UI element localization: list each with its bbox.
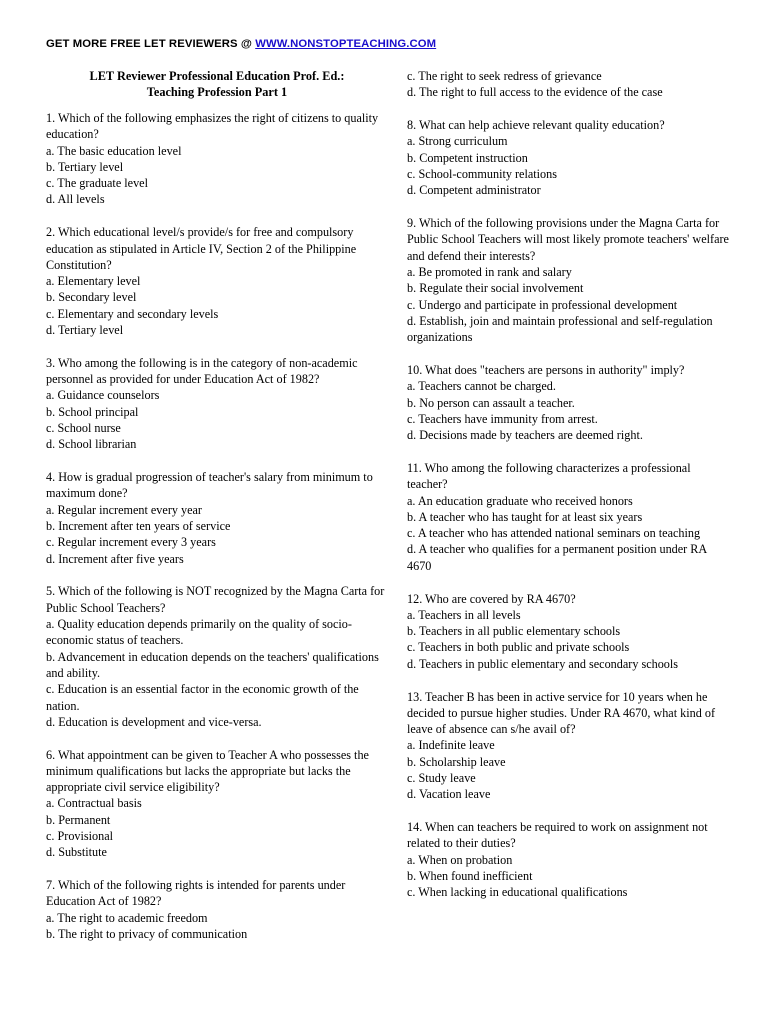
question-option: a. The right to academic freedom (46, 910, 208, 925)
question-stem: 9. Which of the following provisions under the Magna Carta for Public School Teachers will most likely promote teachers' welfare and defend their interests? (407, 216, 729, 263)
question-option: c. Regular increment every 3 years (46, 535, 216, 550)
question-option: a. Guidance counselors (46, 388, 160, 403)
question-option: b. Permanent (46, 812, 111, 827)
question-block (46, 747, 388, 861)
question-block (46, 583, 388, 730)
question-block (407, 117, 729, 198)
question-list-right (407, 117, 729, 900)
question-block (46, 224, 388, 338)
question-option: c. Provisional (46, 829, 114, 844)
question-option: d. Competent administrator (407, 183, 541, 198)
title-line-1: LET Reviewer Professional Education Prof. Ed.: (89, 69, 345, 83)
question-option: b. Advancement in education depends on the teachers' qualifications and ability. (46, 649, 379, 680)
question-option: a. The basic education level (46, 143, 182, 158)
question-option: b. Secondary level (46, 290, 137, 305)
question-option: a. When on probation (407, 852, 513, 867)
question-option: c. Study leave (407, 770, 476, 785)
question-option: b. Scholarship leave (407, 754, 506, 769)
question-option: b. A teacher who has taught for at least six years (407, 509, 643, 524)
left-column (46, 68, 388, 959)
question-option: d. Vacation leave (407, 787, 491, 802)
question-option: d. The right to full access to the evidence of the case (407, 85, 663, 100)
question-option: c. The right to seek redress of grievance (407, 69, 602, 83)
question-option: d. Increment after five years (46, 551, 184, 566)
question-stem: 4. How is gradual progression of teacher's salary from minimum to maximum done? (46, 470, 373, 501)
question-option: d. Teachers in public elementary and secondary schools (407, 656, 679, 671)
question-option: d. School librarian (46, 437, 137, 452)
question-block (407, 689, 729, 803)
question-option: d. Education is development and vice-versa. (46, 714, 262, 729)
question-option: c. When lacking in educational qualifications (407, 885, 628, 900)
question-option: b. No person can assault a teacher. (407, 395, 575, 410)
question-option: a. Teachers cannot be charged. (407, 379, 556, 394)
question-option: b. Increment after ten years of service (46, 519, 231, 534)
question-option: c. Teachers have immunity from arrest. (407, 411, 598, 426)
question-block (407, 215, 729, 345)
question-stem: 2. Which educational level/s provide/s for free and compulsory education as stipulated in Article IV, Section 2 of the Philippine Constitution? (46, 225, 357, 272)
question-stem: 14. When can teachers be required to work on assignment not related to their duties? (407, 820, 708, 851)
document-title (46, 68, 388, 100)
question-option: d. Substitute (46, 845, 107, 860)
question-stem: 8. What can help achieve relevant quality education? (407, 118, 665, 133)
question-option: d. Decisions made by teachers are deemed right. (407, 428, 643, 443)
question-option: c. Elementary and secondary levels (46, 306, 219, 321)
question-stem: 1. Which of the following emphasizes the right of citizens to quality education? (46, 111, 379, 142)
question-option: c. School nurse (46, 421, 121, 436)
question-option: a. Be promoted in rank and salary (407, 264, 572, 279)
question-option: a. Contractual basis (46, 796, 142, 811)
question-option: a. An education graduate who received honors (407, 493, 633, 508)
question-option: a. Regular increment every year (46, 502, 202, 517)
question-option: a. Strong curriculum (407, 134, 508, 149)
question-block (46, 110, 388, 208)
question-block (407, 819, 729, 900)
question-stem: 13. Teacher B has been in active service for 10 years when he decided to pursue higher studies. Under RA 4670, what kind of leave of absence can s/he avail of? (407, 689, 716, 737)
question-block (407, 460, 729, 574)
question-block (46, 877, 388, 942)
right-column (407, 68, 729, 917)
question-option: d. All levels (46, 192, 105, 207)
question-stem: 7. Which of the following rights is intended for parents under Education Act of 1982? (46, 878, 346, 909)
question-option: a. Elementary level (46, 274, 141, 289)
question-block (46, 469, 388, 567)
question-block (407, 362, 729, 443)
question-option: d. A teacher who qualifies for a permanent position under RA 4670 (407, 542, 707, 573)
question-option: b. The right to privacy of communication (46, 927, 248, 942)
question-stem: 12. Who are covered by RA 4670? (407, 591, 576, 606)
question-option: d. Establish, join and maintain professional and self-regulation organizations (407, 313, 713, 345)
question-option: a. Teachers in all levels (407, 607, 521, 622)
question-option: b. When found inefficient (407, 868, 533, 883)
title-line-2: Teaching Profession Part 1 (146, 85, 288, 99)
question-option: c. Education is an essential factor in the economic growth of the nation. (46, 682, 359, 713)
site-banner (46, 36, 436, 52)
question-option: c. School-community relations (407, 166, 557, 181)
question-stem: 5. Which of the following is NOT recognized by the Magna Carta for Public School Teachers? (46, 584, 385, 615)
site-link[interactable]: WWW.NONSTOPTEACHING.COM (255, 38, 437, 50)
question-7-continued (407, 68, 729, 101)
question-option: c. The graduate level (46, 176, 148, 191)
question-stem: 6. What appointment can be given to Teacher A who possesses the minimum qualifications but lacks the appropriate but lacks the appropriate civil service eligibility? (46, 747, 369, 795)
question-option: b. Competent instruction (407, 150, 528, 165)
question-option: b. School principal (46, 404, 139, 419)
question-option: d. Tertiary level (46, 323, 124, 338)
question-stem: 10. What does "teachers are persons in authority" imply? (407, 362, 685, 377)
question-option: a. Indefinite leave (407, 738, 495, 753)
question-option: b. Tertiary level (46, 159, 124, 174)
banner-text: GET MORE FREE LET REVIEWERS @ (46, 38, 256, 50)
question-option: a. Quality education depends primarily on the quality of socio-economic status of teachers. (46, 617, 352, 648)
question-stem: 3. Who among the following is in the category of non-academic personnel as provided for under Education Act of 1982? (46, 355, 358, 387)
question-option: b. Regulate their social involvement (407, 281, 584, 296)
question-option: c. Undergo and participate in professional development (407, 297, 678, 312)
question-list-left (46, 110, 388, 942)
question-block (46, 355, 388, 453)
question-block (407, 591, 729, 672)
question-option: c. A teacher who has attended national seminars on teaching (407, 526, 701, 541)
question-option: b. Teachers in all public elementary schools (407, 624, 621, 639)
question-option: c. Teachers in both public and private schools (407, 640, 630, 655)
question-stem: 11. Who among the following characterizes a professional teacher? (407, 460, 691, 492)
